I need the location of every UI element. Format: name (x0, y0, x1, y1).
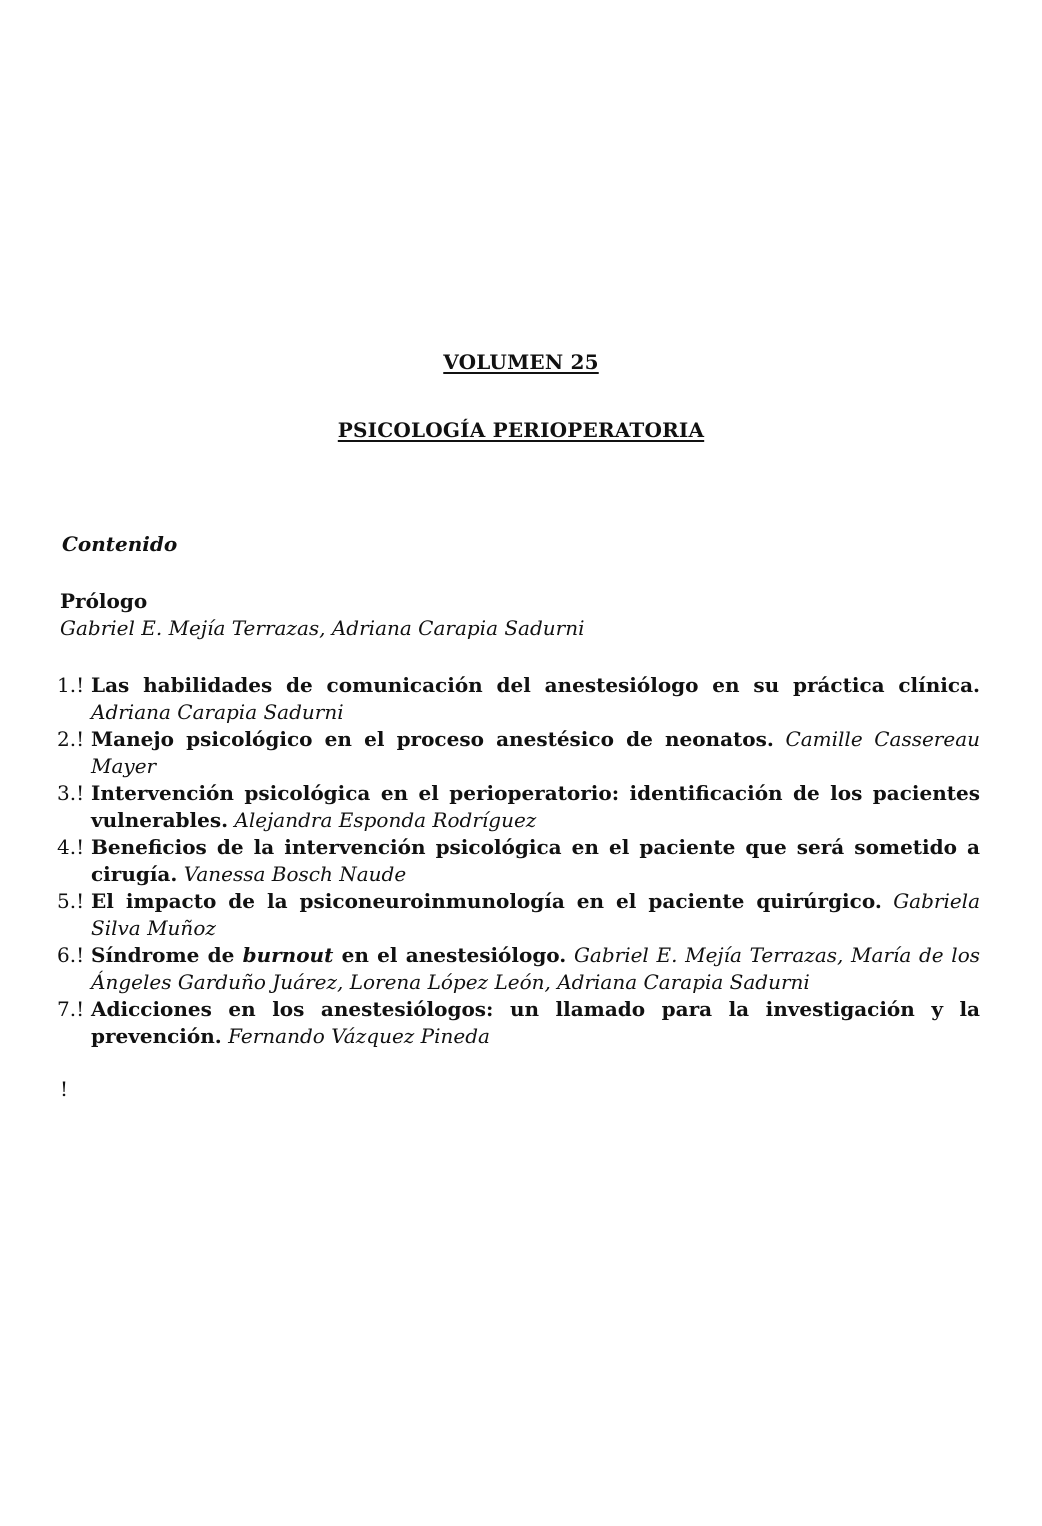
chapter-title: Beneficios de la intervención psicológica en el paciente que será sometido a cirugía. (91, 835, 980, 886)
chapter-number: 5.! (57, 889, 85, 913)
chapter-authors: Fernando Vázquez Pineda (228, 1024, 490, 1048)
chapter-title: El impacto de la psiconeuroinmunología en el paciente quirúrgico. (91, 889, 882, 913)
trailing-mark: ! (60, 1077, 69, 1101)
chapter-entry-1 (57, 672, 980, 726)
chapter-authors: Vanessa Bosch Naude (183, 862, 407, 886)
chapter-authors: Alejandra Esponda Rodríguez (234, 808, 537, 832)
chapter-title: Adicciones en los anestesiólogos: un llamado para la investigación y la prevención. (91, 997, 980, 1048)
chapter-title: Manejo psicológico en el proceso anestésico de neonatos. (91, 727, 774, 751)
volume-heading: VOLUMEN 25 (443, 350, 599, 374)
table-of-contents (57, 672, 981, 1050)
chapter-number: 2.! (57, 727, 85, 751)
chapter-title-after: en el anestesiólogo. (341, 943, 567, 967)
chapter-entry-4 (57, 834, 980, 888)
chapter-number: 4.! (57, 835, 85, 859)
prologue-title: Prólogo (60, 589, 148, 613)
chapter-number: 6.! (57, 943, 85, 967)
chapter-title-before: Síndrome de (91, 943, 235, 967)
chapter-number: 7.! (57, 997, 85, 1021)
chapter-authors: Gabriela Silva Muñoz (91, 889, 981, 940)
prologue-authors: Gabriel E. Mejía Terrazas, Adriana Carapia Sadurni (60, 616, 585, 640)
contents-label: Contenido (62, 532, 178, 556)
chapter-authors: Camille Cassereau Mayer (91, 727, 981, 778)
chapter-number: 3.! (57, 781, 85, 805)
chapter-title: Las habilidades de comunicación del anestesiólogo en su práctica clínica. (91, 673, 980, 697)
chapter-title (91, 943, 566, 967)
chapter-authors: Gabriel E. Mejía Terrazas, María de los Ángeles Garduño Juárez, Lorena López León, Adriana Carapia Sadurni (91, 943, 981, 994)
chapter-number: 1.! (57, 673, 85, 697)
chapter-entry-2 (57, 726, 981, 780)
chapter-entry-7 (57, 996, 980, 1050)
prologue-entry (60, 588, 980, 642)
chapter-title: Intervención psicológica en el perioperatorio: identificación de los pacientes vulnerables. (91, 781, 980, 832)
chapter-authors: Adriana Carapia Sadurni (91, 700, 344, 724)
chapter-entry-5 (57, 888, 981, 942)
chapter-title-emphasis: burnout (242, 943, 334, 967)
subject-heading: PSICOLOGÍA PERIOPERATORIA (337, 418, 705, 442)
chapter-entry-6 (57, 942, 981, 996)
chapter-entry-3 (57, 780, 980, 834)
